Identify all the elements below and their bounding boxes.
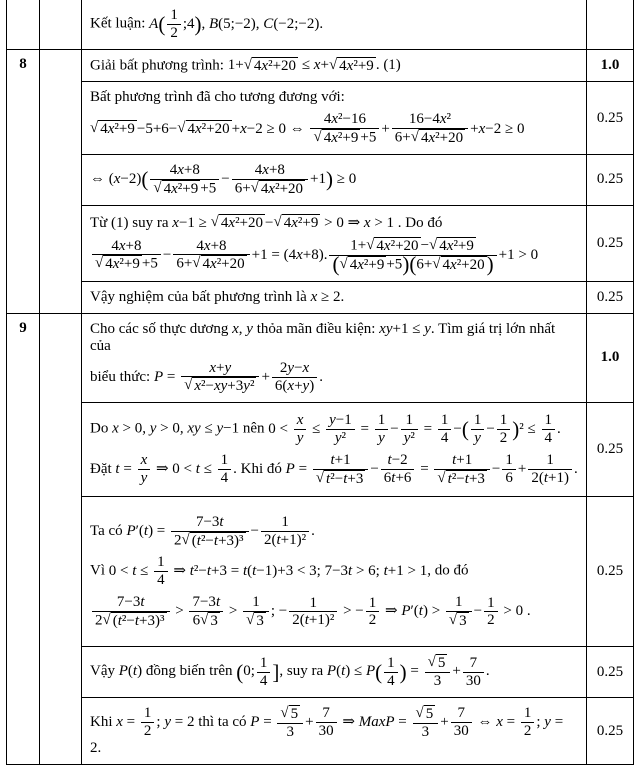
table-row	[7, 205, 634, 281]
table-row	[7, 697, 634, 765]
math-line: ⇔ (x−2)( 4x+8 √ 4x²+9 +5 − 4x+8 6+ √ 4x²+20 +1) ≥ 0	[90, 161, 357, 197]
solution-cell	[82, 697, 587, 765]
score-cell: 0.25	[587, 647, 634, 698]
answer-key-table	[6, 0, 634, 765]
solution-cell	[82, 403, 587, 497]
problem-number-cell	[7, 0, 40, 49]
score-cell: 0.25	[587, 205, 634, 281]
math-line: Khi x = $\frac{1}{2}$ ; y = 2 thì ta có P = √ 5 3 + $\frac{7}{30}$ ⇒ MaxP = √ 5 3 + $\frac{7}{30}$ ⇔ x = $\frac{1}{2}$ ; y = 2.	[90, 704, 564, 757]
score-cell: 0.25	[587, 697, 634, 765]
math-line: √ 4x²+9 −5+6− √ 4x²+20 +x−2 ≥ 0 ⇔ 4x²−16 √ 4x²+9 +5 + 16−4x² 6+ √ 4x²+20 +x−2 ≥ 0	[90, 111, 525, 147]
math-line: Bất phương trình đã cho tương đương với:	[90, 89, 345, 106]
math-line: Từ (1) suy ra x−1 ≥ √ 4x²+20 − √ 4x²+9 > 0 ⇒ x > 1 . Do đó	[90, 214, 443, 232]
math-line: Cho các số thực dương x, y thỏa mãn điều kiện: xy+1 ≤ y. Tìm giá trị lớn nhất của	[90, 320, 556, 354]
table-row	[7, 154, 634, 205]
problem-number-cell: 8	[7, 49, 40, 313]
math-line: Đặt t = $\frac{x}{y}$ ⇒ 0 < t ≤ $\frac{1}{4}$ . Khi đó P = t+1 √ t²−t+3 − $\frac{t-2}{6t+6}$ = t+1 √ t²−t+3 − $\frac{1}{6}$ + $\frac{1}{2(t+1)}$ .	[90, 451, 578, 487]
math-line: 7−3t 2 √ (t²−t+3)³ > 7−3t 6 √ 3 > 1 √ 3 ; − $\frac{1}{\text{2(t+1)²}}$ > − $\frac{1}{2}$ ⇒ P′(t) > 1 √ 3 − $\frac{1}{2}$ > 0 .	[90, 594, 578, 630]
score-cell: 0.25	[587, 281, 634, 313]
math-line: biểu thức: P = x+y √ x²−xy+3y² + $\frac{2y-x}{6(x+y)}$ .	[90, 359, 323, 395]
problem-statement-cell	[82, 49, 587, 82]
solution-cell	[82, 0, 587, 49]
subpart-cell	[40, 0, 82, 49]
score-cell: 0.25	[587, 154, 634, 205]
table-row	[7, 647, 634, 698]
score-cell: 0.25	[587, 497, 634, 647]
math-line: 4x+8 √ 4x²+9 +5 − 4x+8 6+ √ 4x²+20 +1 = (4x+8). 1+ √ 4x²+20 − √ 4x²+9 ( √ 4x²+9 +5)(6+ √ 4x²+20 ) +1 > 0	[90, 237, 578, 274]
problem-statement-cell	[82, 313, 587, 403]
math-line: Vậy nghiệm của bất phương trình là x ≥ 2.	[90, 288, 345, 305]
table-row	[7, 403, 634, 497]
score-cell: 1.0	[587, 49, 634, 82]
problem-number-cell: 9	[7, 313, 40, 765]
subpart-cell	[40, 313, 82, 765]
solution-cell	[82, 281, 587, 313]
subpart-cell	[40, 49, 82, 313]
solution-cell	[82, 497, 587, 647]
math-line: Kết luận: A( $\frac{1}{2}$ ;4), B(5;−2), C(−2;−2).	[90, 7, 324, 41]
score-cell: 0.25	[587, 403, 634, 497]
table-row	[7, 281, 634, 313]
table-row	[7, 82, 634, 155]
math-line: Giải bất phương trình: 1+ √ 4x²+20 ≤ x+ √ 4x²+9 . (1)	[90, 56, 401, 74]
solution-cell	[82, 205, 587, 281]
table-row	[7, 0, 634, 49]
score-cell: 0.25	[587, 82, 634, 155]
solution-cell	[82, 647, 587, 698]
math-line: Ta có P′(t) = 7−3t 2 √ (t²−t+3)³ − $\frac{1}{\text{2(t+1)²}}$ .	[90, 513, 315, 549]
math-line: Vì 0 < t ≤ $\frac{1}{4}$ ⇒ t²−t+3 = t(t−1)+3 < 3; 7−3t > 6; t+1 > 1, do đó	[90, 554, 469, 589]
score-cell: 1.0	[587, 313, 634, 403]
table-row	[7, 313, 634, 403]
solution-cell	[82, 154, 587, 205]
solution-cell	[82, 82, 587, 155]
math-line: Do x > 0, y > 0, xy ≤ y−1 nên 0 < $\frac{x}{y}$ ≤ $\frac{y-1}{\text{y²}}$ = $\frac{1}{y}$ − $\frac{1}{\text{y²}}$ = $\frac{1}{4}$ −( $\frac{1}{y}$ − $\frac{1}{2}$ )² ≤ $\frac{1}{4}$ .	[90, 412, 561, 446]
score-cell	[587, 0, 634, 49]
math-line: Vậy P(t) đồng biến trên (0; $\frac{1}{4}$ ], suy ra P(t) ≤ P( $\frac{1}{4}$ ) = √ 5 3 + $\frac{7}{30}$ .	[90, 654, 490, 690]
table-row	[7, 497, 634, 647]
table-row	[7, 49, 634, 82]
